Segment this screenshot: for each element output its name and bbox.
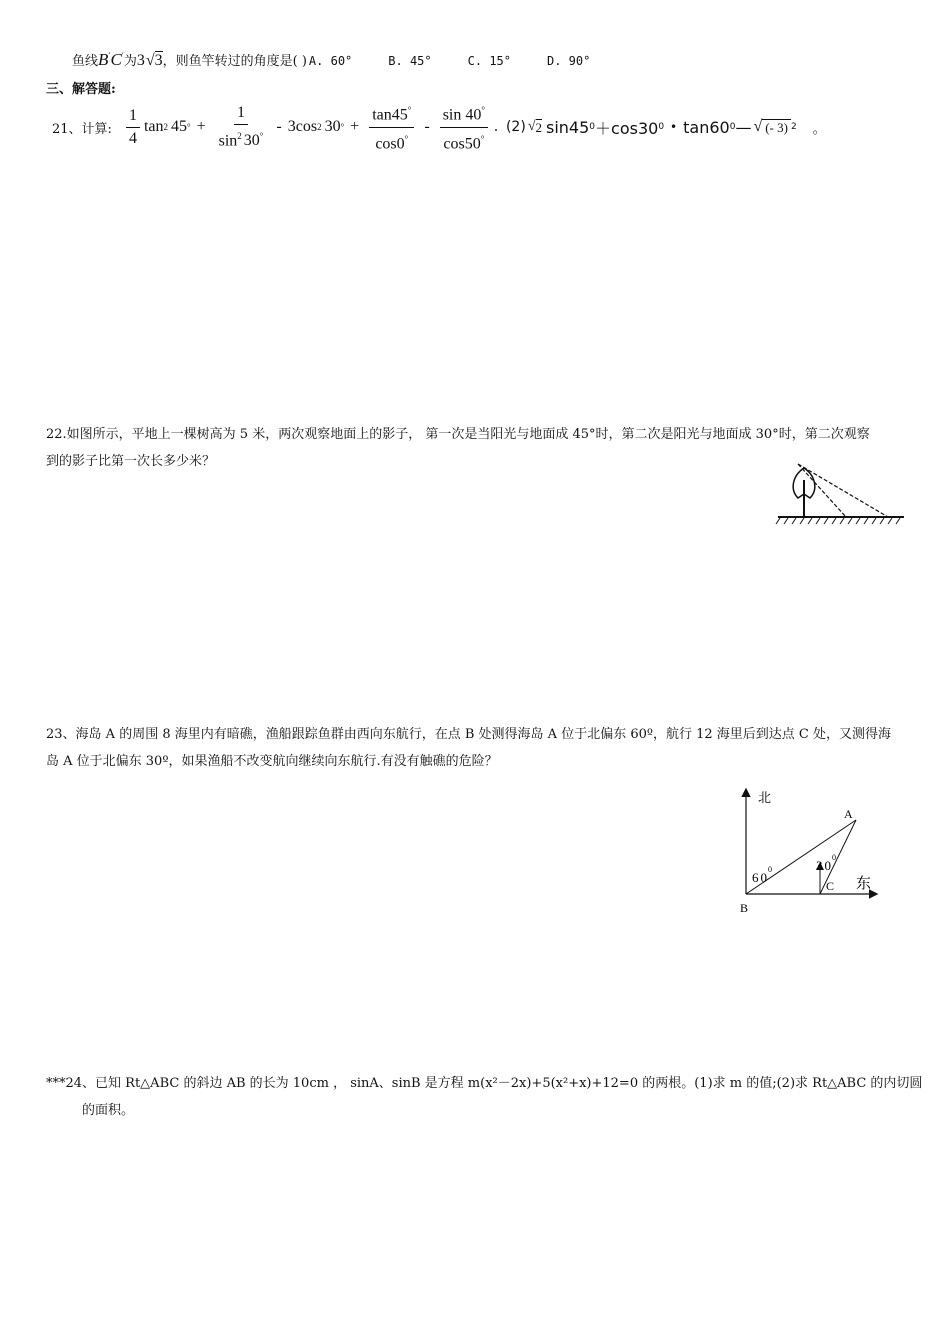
q20-prefix: 鱼线 bbox=[72, 54, 99, 69]
label-60-deg: 0 bbox=[768, 865, 772, 874]
sun-ray-30 bbox=[798, 464, 888, 517]
sun-ray-45 bbox=[798, 464, 846, 517]
q21-label: 21、计算: bbox=[52, 121, 112, 137]
q24-text bbox=[46, 1070, 922, 1124]
label-a: A bbox=[844, 807, 853, 821]
operator-minus-2: - bbox=[424, 118, 430, 135]
section-title: 三、解答题: bbox=[46, 82, 116, 97]
tree-shadow-figure bbox=[770, 460, 910, 526]
prime-c: ′ bbox=[121, 52, 124, 63]
q20-option-d: D. 90° bbox=[547, 54, 591, 68]
q23-text bbox=[46, 721, 906, 775]
label-north: 北 bbox=[758, 790, 772, 805]
q20-option-a: A. 60° bbox=[308, 54, 353, 68]
q20-mid: 为 bbox=[123, 54, 137, 69]
fraction-tan-over-cos: $\frac{\tan 45^\circ}{\cos 0^\circ}$ bbox=[369, 101, 414, 153]
ground-hatching bbox=[776, 518, 900, 524]
q21-part2: (2) √ 2 sin45 0 ＋cos30 0 • tan60 0 — √ (- 3) 2 。 bbox=[505, 117, 826, 138]
fraction-1-4: $\frac{1}{4}$ bbox=[126, 107, 140, 148]
label-c: C bbox=[826, 879, 835, 893]
q21-expression-1: $\frac{1}{4}$ tan 2 45 ° + $\frac{1}{\sin^2 30^\circ}$ - 3 cos 2 30 ° + $\frac{\tan 45^\circ}{\cos 0^\circ}$ - $\frac{\sin 40^\circ}{\cos 50^\circ}$ . bbox=[122, 101, 498, 153]
q20-line bbox=[72, 50, 590, 70]
label-30: 30 bbox=[816, 858, 833, 873]
q22-line-2: 到的影子比第一次长多少米？ bbox=[46, 454, 216, 469]
label-east: 东 bbox=[856, 876, 872, 892]
q20-option-b: B. 45° bbox=[388, 54, 432, 68]
part2-label: (2) bbox=[505, 119, 526, 135]
q20-value: 3√3 bbox=[136, 52, 163, 69]
prime-b: ′ bbox=[108, 52, 111, 63]
fraction-reciprocal-sin: $\frac{1}{\sin^2 30^\circ}$ bbox=[218, 103, 264, 150]
q23-line-2: 岛 A 位于北偏东 30º，如果渔船不改变航向继续向东航行.有没有触礁的危险？ bbox=[46, 754, 498, 769]
q24-line-1: ***24、已知 Rt△ABC 的斜边 AB 的长为 10cm ， sinA、sinB 是方程 m(x²－2x)+5(x²+x)+12=0 的两根。(1)求 m 的值;(2)求 Rt△ABC 的内切圆 bbox=[46, 1076, 923, 1091]
q23-line-1: 23、海岛 A 的周围 8 海里内有暗礁，渔船跟踪鱼群由西向东航行，在点 B 处测得海岛 A 位于北偏东 60º，航行 12 海里后到达点 C 处，又测得海 bbox=[46, 727, 892, 742]
operator-minus: - bbox=[276, 118, 282, 135]
q21-line bbox=[52, 102, 826, 152]
q20-option-c: C. 15° bbox=[467, 54, 511, 68]
operator-plus: + bbox=[196, 118, 206, 135]
label-60: 60 bbox=[752, 870, 769, 885]
operator-plus-2: + bbox=[350, 118, 360, 135]
label-b: B bbox=[740, 901, 749, 915]
segment-b: B bbox=[98, 50, 109, 69]
segment-c: C bbox=[110, 50, 122, 69]
q20-suffix: ，则鱼竿转过的角度是( ) bbox=[162, 54, 307, 69]
q24-line-2: 的面积。 bbox=[82, 1103, 135, 1118]
fraction-sin-over-cos: $\frac{\sin 40^\circ}{\cos 50^\circ}$ bbox=[440, 101, 488, 153]
q22-line-1: 22.如图所示，平地上一棵树高为 5 米，两次观察地面上的影子， 第一次是当阳光与地面成 45°时，第二次是阳光与地面成 30°时，第二次观察 bbox=[46, 427, 870, 442]
label-30-deg: 0 bbox=[832, 853, 836, 862]
island-bearing-figure bbox=[728, 784, 898, 920]
